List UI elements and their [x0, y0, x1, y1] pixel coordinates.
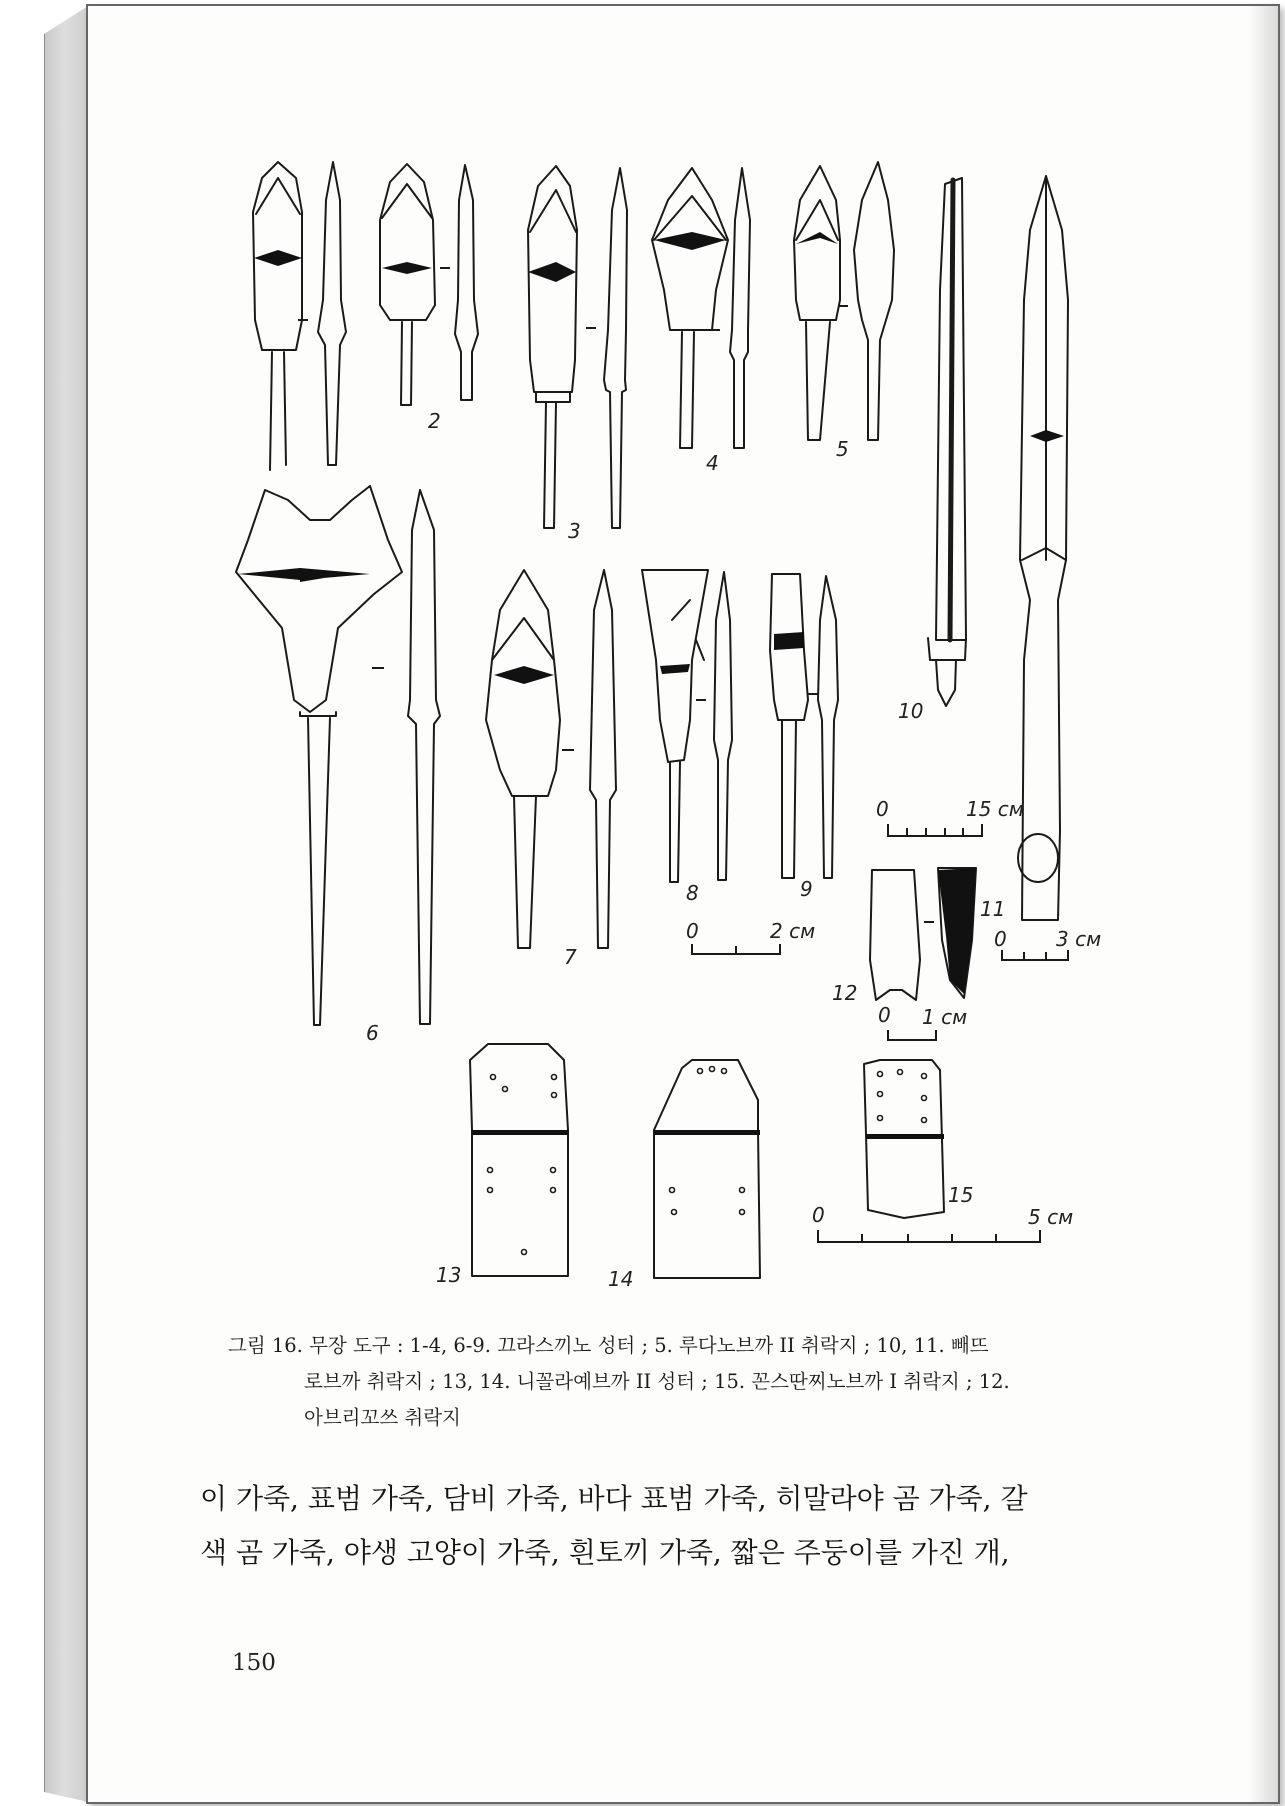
artifact-3: [528, 166, 627, 528]
caption-line: 그림 16. 무장 도구 : 1-4, 6-9. 끄라스끼노 성터 ; 5. 루다노브까 II 취락지 ; 10, 11. 빼뜨: [228, 1334, 989, 1357]
label-13: 13: [436, 1263, 462, 1287]
label-6: 6: [366, 1021, 379, 1045]
label-9: 9: [800, 877, 813, 901]
label-dashes: [298, 268, 934, 922]
label-15: 15: [948, 1183, 974, 1207]
artifact-4: [652, 168, 750, 448]
scale-3cm-max: 3 см: [1056, 927, 1102, 951]
caption-line: 아브리꼬쓰 취락지: [304, 1406, 461, 1429]
label-4: 4: [706, 451, 719, 475]
label-5: 5: [836, 437, 849, 461]
artifact-2: [380, 164, 478, 405]
artifact-13: [470, 1044, 568, 1276]
artifact-10: [928, 178, 966, 706]
label-14: 14: [608, 1267, 634, 1291]
label-3: 3: [568, 519, 581, 543]
scale-3cm-zero: 0: [994, 927, 1007, 951]
body-paragraph: [200, 1472, 1140, 1580]
page-number: 150: [232, 1650, 276, 1676]
artifact-14: [654, 1060, 760, 1278]
scale-2cm-max: 2 см: [770, 919, 816, 943]
artifact-1: [253, 162, 346, 470]
scale-bars: [692, 824, 1068, 1242]
scale-1cm-max: 1 см: [922, 1005, 968, 1029]
body-line: 색 곰 가죽, 야생 고양이 가죽, 흰토끼 가죽, 짧은 주둥이를 가진 개,: [200, 1536, 1010, 1569]
artifact-9: [770, 574, 838, 878]
artifact-8: [642, 570, 732, 882]
label-11: 11: [980, 897, 1006, 921]
body-line: 이 가죽, 표범 가죽, 담비 가죽, 바다 표범 가죽, 히말라야 곰 가죽, 갈: [200, 1482, 1028, 1515]
scale-5cm-max: 5 см: [1028, 1205, 1074, 1229]
figure-caption: [228, 1328, 1140, 1436]
scale-15cm-max: 15 см: [966, 797, 1024, 821]
label-7: 7: [564, 945, 577, 969]
scale-2cm-zero: 0: [686, 919, 699, 943]
label-2: 2: [428, 409, 441, 433]
label-12: 12: [832, 981, 858, 1005]
scale-5cm-zero: 0: [812, 1203, 825, 1227]
artifact-6: [236, 486, 440, 1025]
scale-1cm-zero: 0: [878, 1003, 891, 1027]
label-8: 8: [686, 881, 699, 905]
label-10: 10: [898, 699, 924, 723]
artifact-5: [794, 162, 894, 440]
artifact-7: [486, 570, 616, 948]
artifact-11: [1018, 176, 1068, 920]
caption-line: 로브까 취락지 ; 13, 14. 니꼴라예브까 II 성터 ; 15. 꼰스딴찌노브까 I 취락지 ; 12.: [304, 1370, 1010, 1393]
scale-15cm-zero: 0: [876, 797, 889, 821]
